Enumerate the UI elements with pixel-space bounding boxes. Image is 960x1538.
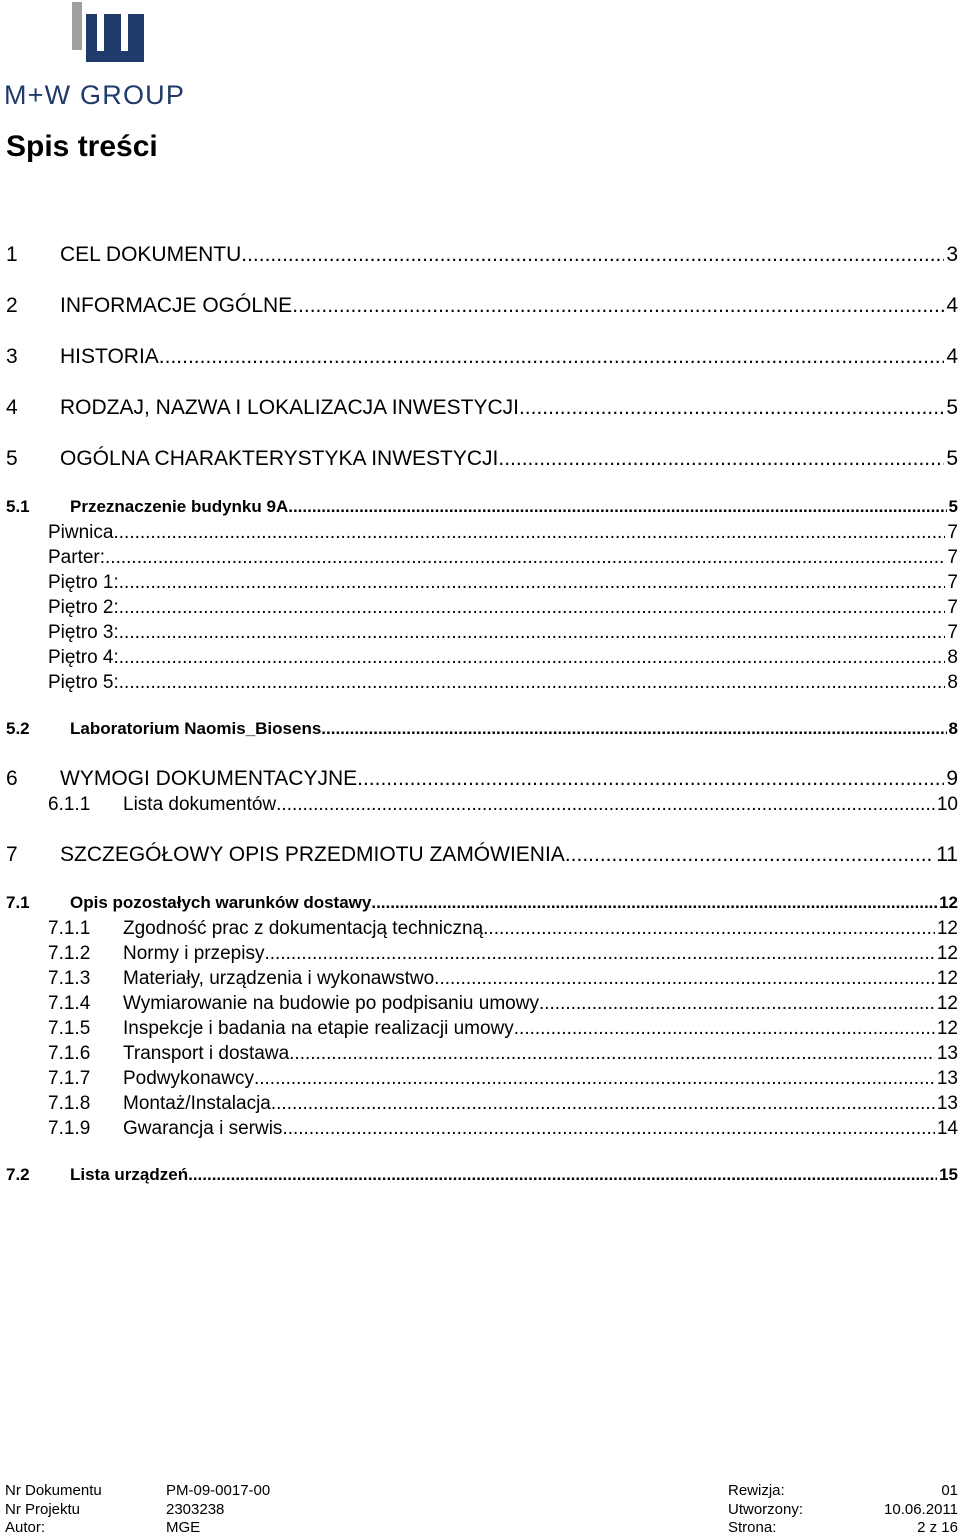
toc-entry[interactable] — [0, 243, 958, 267]
toc-entry-label: Podwykonawcy — [123, 1068, 254, 1089]
toc-entry-number: 7.2 — [6, 1165, 30, 1184]
toc-entry-label: WYMOGI DOKUMENTACYJNE — [60, 767, 358, 790]
toc-leader-dots — [119, 572, 946, 594]
toc-entry-page: 12 — [936, 968, 958, 989]
toc-entry[interactable] — [0, 396, 958, 420]
toc-leader-dots — [119, 672, 946, 694]
toc-leader-dots — [483, 918, 935, 940]
toc-entry-page: 7 — [947, 547, 958, 568]
toc-entry-page: 4 — [946, 294, 958, 317]
toc-entry-page: 9 — [946, 767, 958, 790]
toc-entry-number: 7.1.6 — [48, 1043, 91, 1064]
toc-entry-page: 13 — [936, 1043, 958, 1064]
toc-entry-label: Montaż/Instalacja — [123, 1093, 271, 1114]
toc-entry-label: Inspekcje i badania na etapie realizacji umowy — [123, 1018, 514, 1039]
footer-label: Utworzony: — [728, 1500, 804, 1518]
footer-value: 2303238 — [166, 1500, 225, 1518]
toc-leader-dots — [241, 243, 944, 267]
footer-value: 2 z 16 — [917, 1519, 958, 1536]
toc-entry-page: 12 — [936, 993, 958, 1014]
toc-entry[interactable] — [0, 672, 958, 694]
toc-entry-label: Laboratorium Naomis_Biosens — [70, 719, 322, 738]
toc-leader-dots — [119, 597, 946, 619]
page-title: Spis treści — [6, 130, 158, 163]
toc-leader-dots — [188, 1165, 937, 1185]
toc-entry-page: 15 — [939, 1165, 958, 1184]
toc-entry[interactable] — [0, 572, 958, 594]
toc-leader-dots — [119, 622, 946, 644]
toc-entry-number: 7.1.2 — [48, 943, 91, 964]
toc-leader-dots — [276, 794, 935, 816]
toc-entry-number: 3 — [6, 345, 18, 368]
logo-mark-icon — [0, 0, 230, 80]
toc-entry[interactable] — [0, 547, 958, 569]
toc-entry[interactable] — [0, 522, 958, 544]
toc-entry-label: Normy i przepisy — [123, 943, 265, 964]
toc-entry[interactable] — [0, 767, 958, 791]
toc-leader-dots — [357, 767, 944, 791]
toc-entry-page: 5 — [946, 447, 958, 470]
toc-entry-label: Piwnica — [48, 522, 114, 543]
toc-leader-dots — [288, 497, 946, 517]
toc-entry-label: Materiały, urządzenia i wykonawstwo — [123, 968, 435, 989]
toc-leader-dots — [292, 294, 944, 318]
footer-label: Nr Dokumentu — [5, 1482, 102, 1499]
toc-entry-number: 6 — [6, 767, 18, 790]
footer-label: Strona: — [728, 1519, 777, 1536]
toc-entry-page: 13 — [936, 1068, 958, 1089]
toc-entry-number: 4 — [6, 396, 18, 419]
footer-label: Nr Projektu — [5, 1500, 81, 1518]
toc-entry-label: Piętro 4: — [48, 647, 119, 668]
toc-entry-label: INFORMACJE OGÓLNE — [60, 294, 293, 317]
toc-entry[interactable] — [0, 918, 958, 940]
footer-value: PM-09-0017-00 — [166, 1482, 271, 1499]
toc-leader-dots — [105, 547, 945, 569]
footer-label: Rewizja: — [728, 1482, 785, 1499]
toc-leader-dots — [498, 447, 944, 471]
document-footer — [0, 1482, 960, 1538]
toc-entry-label: Parter: — [48, 547, 106, 568]
toc-entry[interactable] — [0, 1068, 958, 1090]
toc-leader-dots — [159, 345, 945, 369]
toc-entry-label: Przeznaczenie budynku 9A — [70, 497, 289, 516]
footer-row — [0, 1519, 960, 1538]
toc-entry[interactable] — [0, 794, 958, 816]
toc-entry-page: 7 — [947, 597, 958, 618]
toc-entry[interactable] — [0, 497, 958, 517]
toc-entry[interactable] — [0, 345, 958, 369]
toc-entry-number: 5.2 — [6, 719, 30, 738]
toc-entry-number: 7.1 — [6, 893, 30, 912]
toc-entry[interactable] — [0, 843, 958, 867]
toc-leader-dots — [514, 1018, 935, 1040]
footer-row — [0, 1501, 960, 1520]
toc-entry[interactable] — [0, 447, 958, 471]
toc-entry[interactable] — [0, 719, 958, 739]
toc-entry-number: 7.1.3 — [48, 968, 91, 989]
footer-label: Autor: — [5, 1519, 46, 1536]
toc-leader-dots — [289, 1043, 935, 1065]
toc-entry-number: 2 — [6, 294, 18, 317]
toc-entry-label: Wymiarowanie na budowie po podpisaniu umowy — [123, 993, 539, 1014]
toc-entry[interactable] — [0, 1043, 958, 1065]
toc-entry-number: 6.1.1 — [48, 794, 91, 815]
toc-entry-page: 14 — [936, 1118, 958, 1139]
footer-value: 10.06.2011 — [884, 1500, 958, 1518]
toc-entry-label: Zgodność prac z dokumentacją techniczną — [123, 918, 484, 939]
toc-entry[interactable] — [0, 893, 958, 913]
toc-entry[interactable] — [0, 1093, 958, 1115]
toc-entry-label: Opis pozostałych warunków dostawy — [70, 893, 372, 912]
toc-entry-label: CEL DOKUMENTU — [60, 243, 242, 266]
company-logo — [0, 0, 230, 115]
toc-entry-page: 11 — [936, 843, 958, 866]
toc-leader-dots — [321, 719, 946, 739]
toc-entry-page: 5 — [948, 497, 958, 516]
toc-entry[interactable] — [0, 597, 958, 619]
toc-leader-dots — [282, 1118, 934, 1140]
toc-entry[interactable] — [0, 1018, 958, 1040]
toc-entry-label: HISTORIA — [60, 345, 159, 368]
toc-entry-label: RODZAJ, NAZWA I LOKALIZACJA INWESTYCJI — [60, 396, 519, 419]
toc-entry[interactable] — [0, 294, 958, 318]
toc-entry-page: 7 — [947, 522, 958, 543]
toc-entry-number: 5 — [6, 447, 18, 470]
toc-leader-dots — [113, 522, 945, 544]
toc-entry-number: 7.1.5 — [48, 1018, 91, 1039]
toc-leader-dots — [519, 396, 944, 420]
toc-leader-dots — [254, 1068, 935, 1090]
toc-entry-number: 7.1.1 — [48, 918, 91, 939]
toc-entry-page: 7 — [947, 572, 958, 593]
toc-entry-page: 4 — [946, 345, 958, 368]
toc-entry[interactable] — [0, 622, 958, 644]
toc-entry-page: 13 — [936, 1093, 958, 1114]
toc-entry[interactable] — [0, 968, 958, 990]
toc-entry-label: Transport i dostawa — [123, 1043, 290, 1064]
toc-entry-page: 12 — [936, 943, 958, 964]
toc-leader-dots — [264, 943, 934, 965]
toc-entry-label: Piętro 3: — [48, 622, 119, 643]
toc-entry-number: 1 — [6, 243, 18, 266]
toc-entry-number: 7 — [6, 843, 18, 866]
toc-entry-number: 7.1.8 — [48, 1093, 91, 1114]
toc-leader-dots — [271, 1093, 935, 1115]
toc-entry-label: Gwarancja i serwis — [123, 1118, 283, 1139]
toc-entry-label: Lista urządzeń — [70, 1165, 189, 1184]
toc-entry[interactable] — [0, 1118, 958, 1140]
toc-entry-page: 12 — [936, 1018, 958, 1039]
toc-entry-page: 10 — [936, 794, 958, 815]
toc-entry-number: 7.1.4 — [48, 993, 91, 1014]
toc-leader-dots — [371, 893, 937, 913]
toc-entry-page: 7 — [947, 622, 958, 643]
toc-entry-page: 5 — [946, 396, 958, 419]
toc-leader-dots — [119, 647, 946, 669]
toc-entry[interactable] — [0, 993, 958, 1015]
toc-entry-label: Piętro 2: — [48, 597, 119, 618]
toc-entry-page: 8 — [947, 647, 958, 668]
logo-text: M+W GROUP — [4, 80, 186, 110]
toc-leader-dots — [539, 993, 935, 1015]
toc-leader-dots — [565, 843, 934, 867]
toc-entry-page: 3 — [946, 243, 958, 266]
toc-entry-page: 12 — [939, 893, 958, 912]
toc-entry[interactable] — [0, 943, 958, 965]
toc-entry[interactable] — [0, 647, 958, 669]
toc-entry[interactable] — [0, 1165, 958, 1185]
toc-entry-page: 12 — [936, 918, 958, 939]
footer-value: MGE — [166, 1519, 201, 1536]
toc-entry-page: 8 — [948, 719, 958, 738]
toc-entry-number: 5.1 — [6, 497, 30, 516]
toc-entry-label: Piętro 5: — [48, 672, 119, 693]
toc-entry-page: 8 — [947, 672, 958, 693]
toc-entry-number: 7.1.9 — [48, 1118, 91, 1139]
toc-entry-label: Piętro 1: — [48, 572, 119, 593]
footer-row — [0, 1482, 960, 1501]
toc-leader-dots — [434, 968, 935, 990]
toc-entry-label: SZCZEGÓŁOWY OPIS PRZEDMIOTU ZAMÓWIENIA — [60, 843, 565, 866]
footer-value: 01 — [941, 1482, 958, 1499]
toc-entry-label: Lista dokumentów — [123, 794, 277, 815]
toc-entry-label: OGÓLNA CHARAKTERYSTYKA INWESTYCJI — [60, 447, 499, 470]
toc-entry-number: 7.1.7 — [48, 1068, 91, 1089]
